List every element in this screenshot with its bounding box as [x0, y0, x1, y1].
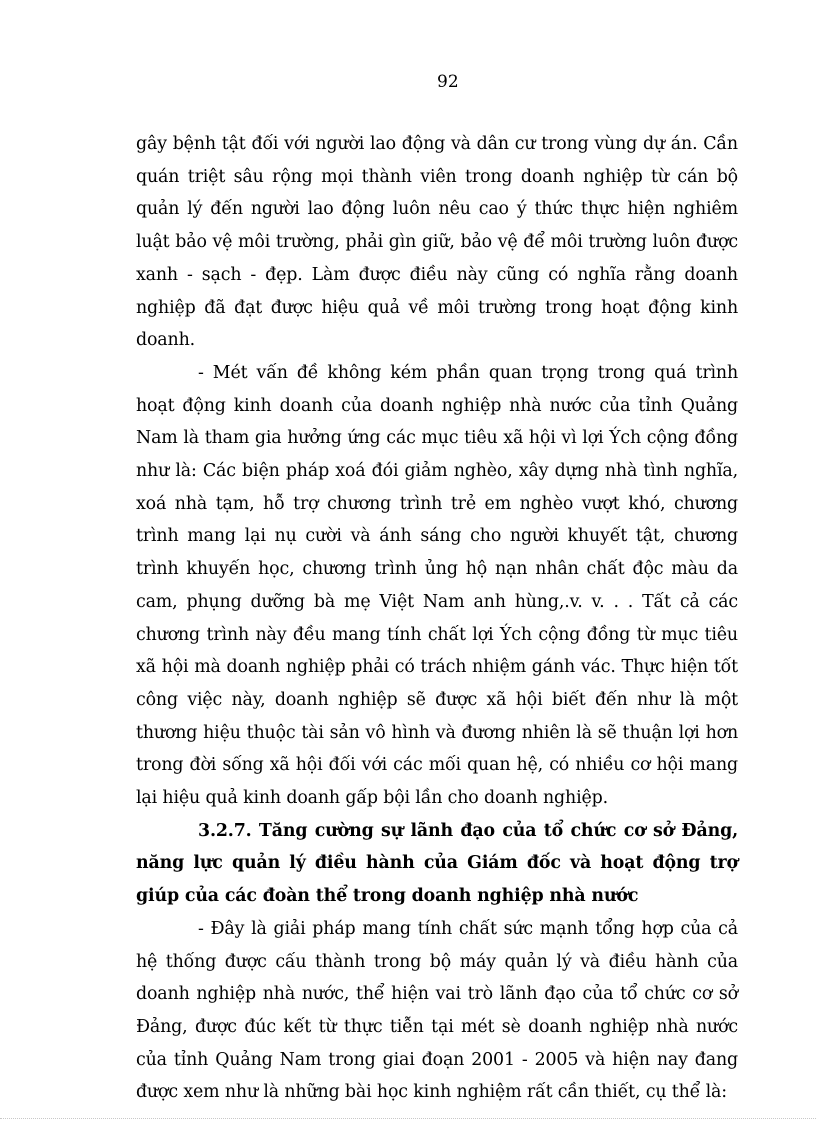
body-text	[136, 128, 738, 1109]
paragraph-solution: - Đây là giải pháp mang tính chất sức mạnh tổng hợp của cả hệ thống được cấu thành trong bộ máy quản lý và điều hành của doanh nghiệp nhà nước, thể hiện vai trò lãnh đạo của tổ chức cơ sở Đảng, được đúc kết từ thực tiễn tại mét sè doanh nghiệp nhà nước của tỉnh Quảng Nam trong giai đoạn 2001 - 2005 và hiện nay đang được xem như là những bài học kinh nghiệm rất cần thiết, cụ thể là:	[136, 918, 738, 1103]
page-number: 92	[437, 72, 459, 92]
paragraph-social-goals: - Mét vấn đề không kém phần quan trọng trong quá trình hoạt động kinh doanh của doanh nghiệp nhà nước của tỉnh Quảng Nam là tham gia hưởng ứng các mục tiêu xã hội vì lợi Ých cộng đồng như là: Các biện pháp xoá đói giảm nghèo, xây dựng nhà tình nghĩa, xoá nhà tạm, hỗ trợ chương trình trẻ em nghèo vượt khó, chương trình mang lại nụ cười và ánh sáng cho người khuyết tật, chương trình khuyến học, chương trình ủng hộ nạn nhân chất độc màu da cam, phụng dưỡng bà mẹ Việt Nam anh hùng,.v. v. . . Tất cả các chương trình này đều mang tính chất lợi Ých cộng đồng từ mục tiêu xã hội mà doanh nghiệp phải có trách nhiệm gánh vác. Thực hiện tốt công việc này, doanh nghiệp sẽ được xã hội biết đến như là một thương hiệu thuộc tài sản vô hình và đương nhiên là sẽ thuận lợi hơn trong đời sống xã hội đối với các mối quan hệ, có nhiều cơ hội mang lại hiệu quả kinh doanh gấp bội lần cho doanh nghiệp.	[136, 362, 738, 809]
section-heading-3-2-7: 3.2.7. Tăng cường sự lãnh đạo của tổ chức cơ sở Đảng, năng lực quản lý điều hành của Giám đốc và hoạt động trợ giúp của các đoàn thể trong doanh nghiệp nhà nước	[136, 820, 738, 907]
paragraph-continuation: gây bệnh tật đối với người lao động và dân cư trong vùng dự án. Cần quán triệt sâu rộng mọi thành viên trong doanh nghiệp từ cán bộ quản lý đến người lao động luôn nêu cao ý thức thực hiện nghiêm luật bảo vệ môi trường, phải gìn giữ, bảo vệ để môi trường luôn được xanh - sạch - đẹp. Làm được điều này cũng có nghĩa rằng doanh nghiệp đã đạt được hiệu quả về môi trường trong hoạt động kinh doanh.	[136, 134, 738, 351]
page-bottom-rule	[0, 1118, 816, 1119]
